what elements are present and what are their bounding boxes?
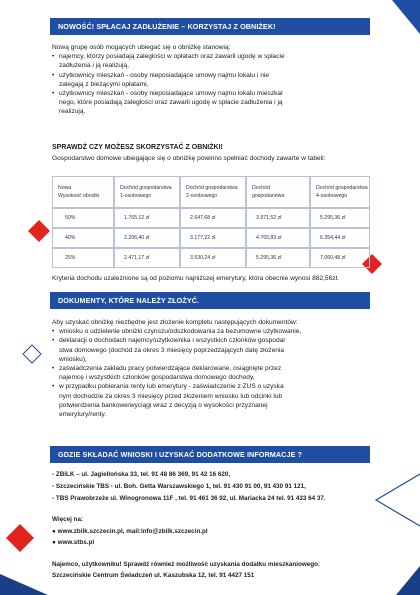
- section3-text: [52, 318, 372, 419]
- list-item: • zaświadczenia zakładu pracy potwierdzające deklarowane, osiągnięte przez najemcę i wszystkich członków gospodarstwa domowego dochody,: [52, 364, 372, 382]
- income-criteria-note: Kryteria dochodu uzależnione są od poziomu najniższej emerytury, która obecnie wynosi 882,56zł.: [52, 275, 339, 282]
- section1-list: [52, 52, 372, 116]
- left-red-diamond: [28, 220, 50, 242]
- check-eligibility-heading: SPRAWDŹ CZY MOŻESZ SKORZYSTAĆ Z OBNIŻKI!: [52, 144, 223, 151]
- section1-text: [52, 43, 372, 117]
- contact-zbilk: - ZBiLK – ul. Jagiellońska 33, tel. 91 48 86 369, 91 42 16 620,: [52, 471, 231, 478]
- mid-left-outline-diamond: [22, 344, 42, 364]
- section3-intro: Aby uzyskać obniżkę niezbędne jest złożenie kompletu następujących dokumentów:: [52, 319, 298, 326]
- bullet-dot-icon: ●: [52, 539, 58, 546]
- closing-line-2: Szczecińskie Centrum Świadczeń ul. Kaszubska 12, tel. 91 4427 151: [52, 572, 255, 579]
- bullet-dot-icon: ●: [52, 528, 58, 535]
- income-table: [52, 176, 370, 268]
- section-title-obnizki: NOWOŚĆ! SPŁACAJ ZADŁUŻENIE – KORZYSTAJ Z OBNIŻEK!: [50, 18, 370, 35]
- list-item: • najemcy, którzy posiadają zaległości w opłatach oraz zawarli ugodę w spłacie zadłużenia i ją realizują,: [52, 52, 372, 70]
- header-cell: Dochód gospodarstwa: [246, 176, 310, 208]
- bottom-right-outline-shape: [368, 470, 420, 530]
- section1-intro: Nową grupę osób mogących ubiegać się o obniżkę stanowią:: [52, 44, 231, 51]
- section-title-gdzie-skladac: GDZIE SKŁADAĆ WNIOSKI I UZYSKAĆ DODATKOWE INFORMACJE ?: [50, 446, 370, 463]
- header-cell: Dochód gospodarstwa 4-osobowego: [310, 176, 370, 208]
- list-item: • użytkownicy mieszkań - osoby nieposiadające umowy najmu lokalu mieszkal nego, które posiadają zaległości oraz zawarli ugodę w spłacie zadłużenia i ją realizują.: [52, 89, 372, 117]
- table-intro: Gospodarstwo domowe ubiegające się o obniżkę powinno spełniać dochody zawarte w tabeli:: [52, 155, 326, 162]
- table-row: 40% 2.206,40 zł 3.177,22 zł 4.765,83 zł 6.354,44 zł: [52, 228, 370, 248]
- list-item: • w przypadku pobierania renty lub emerytury - zaświadczenie z ZUS o uzyska nym dochodzie za okres 3 miesięcy przed złożeniem wniosku lub odcinki lub potwierdzenia bankowe/wyciągi wraz z decyzją o wysokości przyznanej emerytury/renty.: [52, 382, 372, 419]
- list-item: • wniosku o udzielenie obniżki czynszu/odszkodowania za bezumowne użytkowanie,: [52, 327, 372, 336]
- bottom-right-navy-triangle: [392, 560, 420, 595]
- bottom-left-red-diamond: [6, 524, 34, 552]
- contact-stbs: - Szczecińskie TBS - ul. Boh. Getta Warszawskiego 1, tel. 91 430 91 00, 91 430 91 121,: [52, 483, 306, 490]
- more-info-label: Więcej na:: [52, 516, 84, 523]
- bottom-left-navy-shape: [0, 560, 60, 595]
- header-cell: Nowa Wysokość obniżki: [52, 176, 114, 208]
- list-item: • deklaracji o dochodach najemcy/użytkownika i wszystkich członków gospodar stwa domowego (dochód za okres 3 miesięcy poprzedzających datę złożenia wniosku),: [52, 336, 372, 364]
- table-row: 25% 2.471,17 zł 3.530,24 zł 5.295,36 zł 7.060,48 zł: [52, 248, 370, 268]
- table-header-row: [52, 176, 370, 208]
- list-item: • użytkownicy mieszkań - osoby nieposiadające umowy najmu lokalu i nie zalegają z bieżącymi opłatami,: [52, 71, 372, 89]
- link-stbs[interactable]: ● www.stbs.pl: [52, 539, 95, 546]
- section-title-dokumenty: DOKUMENTY, KTÓRE NALEŻY ZŁOŻYĆ.: [50, 292, 370, 309]
- contact-tbs-prawobrzeze: - TBS Prawobrzeże ul. Winogronowa 11F , tel. 91 461 36 92, ul. Mariacka 24 tel. 91 433 64 37.: [52, 495, 326, 502]
- header-cell: Dochód gospodarstwa 2-osobowego: [180, 176, 246, 208]
- table-row: 50% 1.765,12 zł 2.647,68 zł 3.971,52 zł 5.295,36 zł: [52, 208, 370, 228]
- top-right-corner-shape: [384, 0, 420, 40]
- top-right-blue-triangle: [392, 0, 420, 34]
- documents-list: [52, 327, 372, 419]
- header-cell: Dochód gospodarstwa 1-osobowego: [114, 176, 180, 208]
- closing-line-1: Najemco, użytkowniku! Sprawdź również możliwość uzyskania dodatku mieszkaniowego:: [52, 561, 321, 568]
- link-zbilk[interactable]: ● www.zbilk.szczecin.pl, mail:info@zbilk.szczecin.pl: [52, 528, 208, 535]
